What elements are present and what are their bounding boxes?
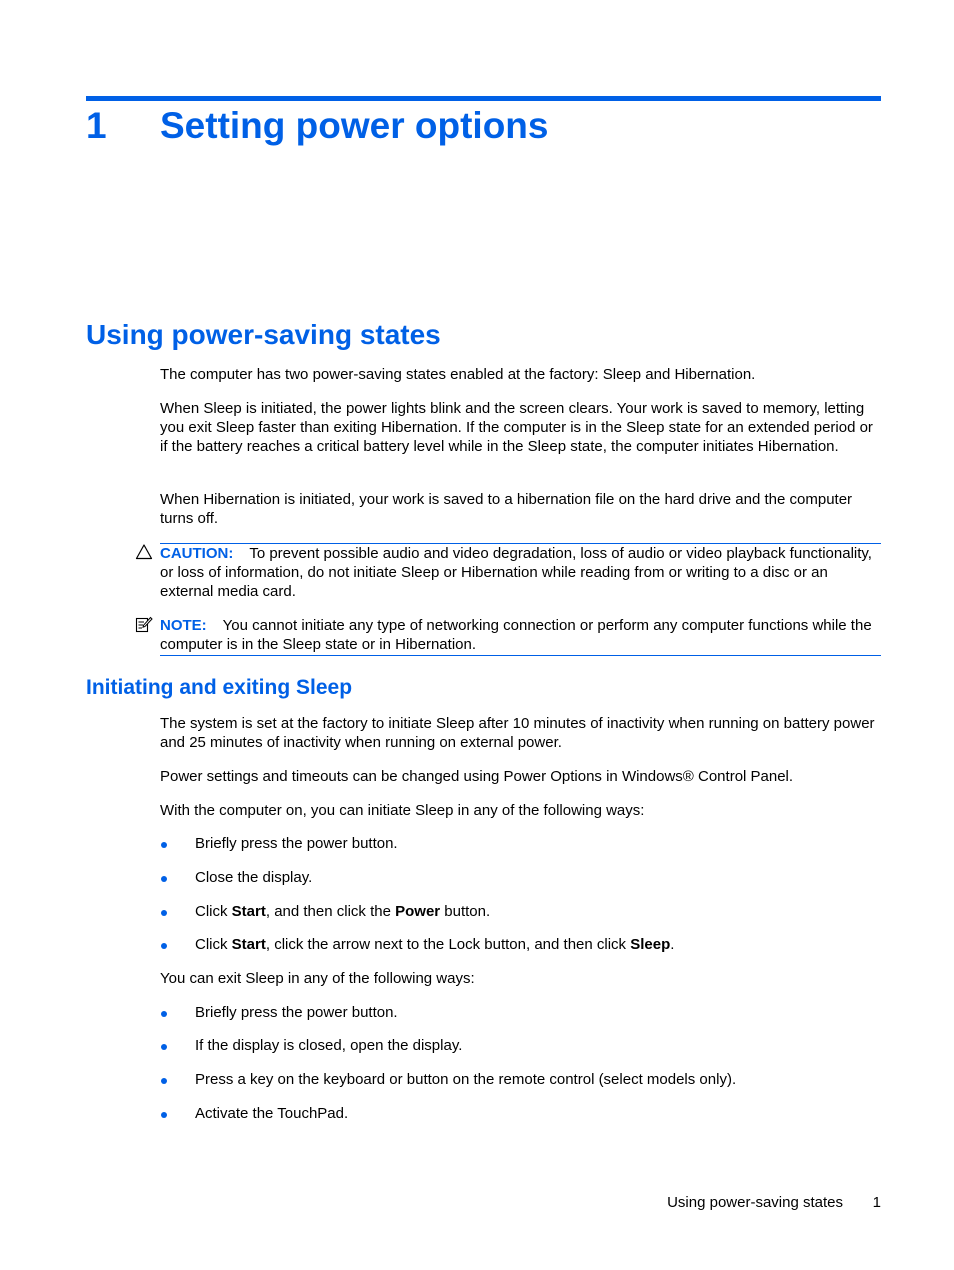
footer-section-name: Using power-saving states bbox=[667, 1194, 843, 1211]
note-bottom-rule bbox=[160, 655, 881, 656]
bullet-icon bbox=[161, 910, 167, 916]
list-item: Close the display. bbox=[195, 869, 313, 886]
paragraph-intro: The computer has two power-saving states enabled at the factory: Sleep and Hibernation. bbox=[160, 366, 756, 383]
list-item: Briefly press the power button. bbox=[195, 835, 398, 852]
paragraph-power-options: Power settings and timeouts can be changed using Power Options in Windows® Control Panel. bbox=[160, 768, 794, 785]
list-item: If the display is closed, open the display. bbox=[195, 1037, 463, 1054]
caution-label: CAUTION: bbox=[160, 545, 234, 562]
note-text: You cannot initiate any type of networking connection or perform any computer functions while the computer is in the Sleep state or in Hibernation. bbox=[160, 617, 872, 654]
chapter-title bbox=[86, 102, 548, 150]
start-term: Start bbox=[231, 936, 266, 953]
list-item: Briefly press the power button. bbox=[195, 1004, 398, 1021]
list-item: Press a key on the keyboard or button on the remote control (select models only). bbox=[195, 1071, 737, 1088]
sleep-term: Sleep bbox=[630, 936, 671, 953]
list-item: Activate the TouchPad. bbox=[195, 1105, 349, 1122]
subsection-heading: Initiating and exiting Sleep bbox=[86, 676, 353, 699]
caution-notice bbox=[160, 544, 882, 602]
warning-triangle-icon bbox=[135, 543, 153, 561]
list-item: Click Start, click the arrow next to the Lock button, and then click Sleep. bbox=[195, 936, 675, 953]
bullet-icon bbox=[161, 842, 167, 848]
chapter-title-text: Setting power options bbox=[160, 105, 549, 146]
chapter-rule bbox=[86, 96, 881, 101]
chapter-number: 1 bbox=[86, 105, 107, 146]
paragraph-exit-intro: You can exit Sleep in any of the following ways: bbox=[160, 970, 475, 987]
bullet-icon bbox=[161, 943, 167, 949]
footer-page-number: 1 bbox=[872, 1194, 881, 1211]
power-term: Power bbox=[395, 903, 441, 920]
start-term: Start bbox=[231, 903, 266, 920]
bullet-icon bbox=[161, 876, 167, 882]
bullet-icon bbox=[161, 1011, 167, 1017]
paragraph-hibernation: When Hibernation is initiated, your work is saved to a hibernation file on the hard drive and the computer turns off. bbox=[160, 491, 853, 528]
caution-text: To prevent possible audio and video degradation, loss of audio or video playback functionality, or loss of information, do not initiate Sleep or Hibernation while reading from or writing to a disc or an external media card. bbox=[160, 545, 872, 601]
bullet-icon bbox=[161, 1078, 167, 1084]
paragraph-initiate-intro: With the computer on, you can initiate Sleep in any of the following ways: bbox=[160, 802, 645, 819]
note-notice bbox=[160, 616, 882, 654]
section-heading: Using power-saving states bbox=[86, 319, 441, 350]
bullet-icon bbox=[161, 1112, 167, 1118]
paragraph-sleep: When Sleep is initiated, the power lights blink and the screen clears. Your work is saved to memory, letting you exit Sleep faster than exiting Hibernation. If the computer is in the Sleep state for an extended period or if the battery reaches a critical battery level while in the Sleep state, the computer initiates Hibernation. bbox=[160, 400, 873, 456]
bullet-icon bbox=[161, 1044, 167, 1050]
note-pencil-icon bbox=[135, 616, 153, 634]
paragraph-factory-settings: The system is set at the factory to initiate Sleep after 10 minutes of inactivity when running on battery power and 25 minutes of inactivity when running on external power. bbox=[160, 715, 875, 752]
list-item: Click Start, and then click the Power button. bbox=[195, 903, 491, 920]
note-label: NOTE: bbox=[160, 617, 207, 634]
